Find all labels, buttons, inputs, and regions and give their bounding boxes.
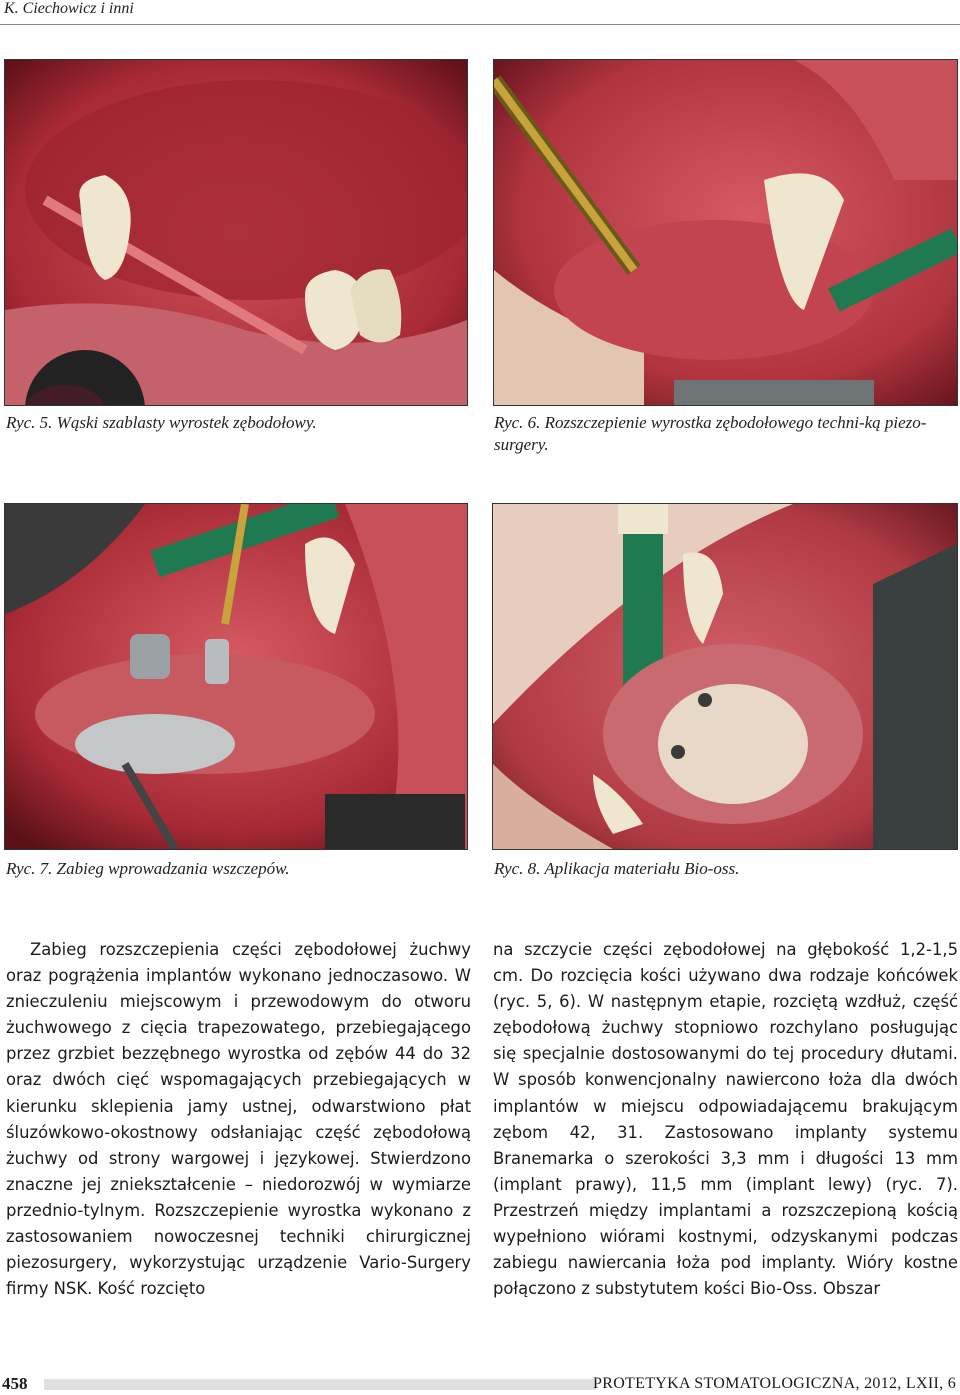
photo-bio-oss-icon xyxy=(493,504,957,849)
running-head: K. Ciechowicz i inni xyxy=(4,0,134,17)
figure-6-caption: Ryc. 6. Rozszczepienie wyrostka zębodołowego techni-ką piezo-surgery. xyxy=(494,413,927,454)
page-footer xyxy=(0,1374,960,1395)
journal-title: PROTETYKA STOMATOLOGICZNA, 2012, LXII, 6 xyxy=(593,1375,956,1392)
figure-7-caption: Ryc. 7. Zabieg wprowadzania wszczepów. xyxy=(6,859,290,878)
body-paragraph-left: Zabieg rozszczepienia części zębodołowej żuchwy oraz pogrążenia implantów wykonano jednoczasowo. W znieczuleniu miejscowym i przewodowym do otworu żuchwowego z cięcia trapezowatego, przebiegającego przez grzbiet bezzębnego wyrostka od zębów 44 do 32 oraz dwóch cięć wspomagających przebiegających w kierunku sklepienia jamy ustnej, odwarstwiono płat śluzówkowo-okostnowy odsłaniając część zębodołową żuchwy od strony wargowej i językowej. Stwierdzono znaczne jej zniekształcenie – niedorozwój w wymiarze przednio-tylnym. Rozszczepienie wyrostka wykonano z zastosowaniem nowoczesnej techniki chirurgicznej piezosurgery, wykorzystując urządzenie Vario-Surgery firmy NSK. Kość rozcięto xyxy=(6,940,471,1299)
figure-5-photo xyxy=(4,59,468,406)
page-number: 458 xyxy=(2,1374,28,1393)
figure-5-caption: Ryc. 5. Wąski szablasty wyrostek zębodołowy. xyxy=(6,413,317,432)
photo-piezo-split-icon xyxy=(494,60,957,405)
body-column-left xyxy=(6,937,471,1302)
photo-narrow-ridge-icon xyxy=(5,60,467,405)
footer-strip xyxy=(44,1379,596,1390)
figure-7-photo xyxy=(4,503,468,850)
body-paragraph-right: na szczycie części zębodołowej na głębokość 1,2-1,5 cm. Do rozcięcia kości używano dwa rodzaje końcówek (ryc. 5, 6). W następnym etapie, rozciętą wzdłuż, część zębodołową żuchwy stopniowo rozchylano posługując się specjalnie dostosowanymi do tej procedury dłutami. W sposób konwencjonalny nawiercono łoża dla dwóch implantów w miejscu odpowiadającemu brakującym zębom 42, 31. Zastosowano implanty systemu Branemarka o szerokości 3,3 mm i długości 13 mm (implant prawy), 11,5 mm (implant lewy) (ryc. 7). Przestrzeń między implantami a rozszczepioną kością wypełniono wiórami kostnymi, odzyskanymi podczas zabiegu nawiercania łoża pod implanty. Wióry kostne połączono z substytutem kości Bio-Oss. Obszar xyxy=(493,940,958,1299)
figure-8-photo xyxy=(492,503,958,850)
header-rule xyxy=(0,24,960,25)
figure-6-photo xyxy=(493,59,958,406)
figure-8-caption: Ryc. 8. Aplikacja materiału Bio-oss. xyxy=(494,859,740,878)
photo-implant-insertion-icon xyxy=(5,504,467,849)
body-column-right xyxy=(493,937,958,1302)
